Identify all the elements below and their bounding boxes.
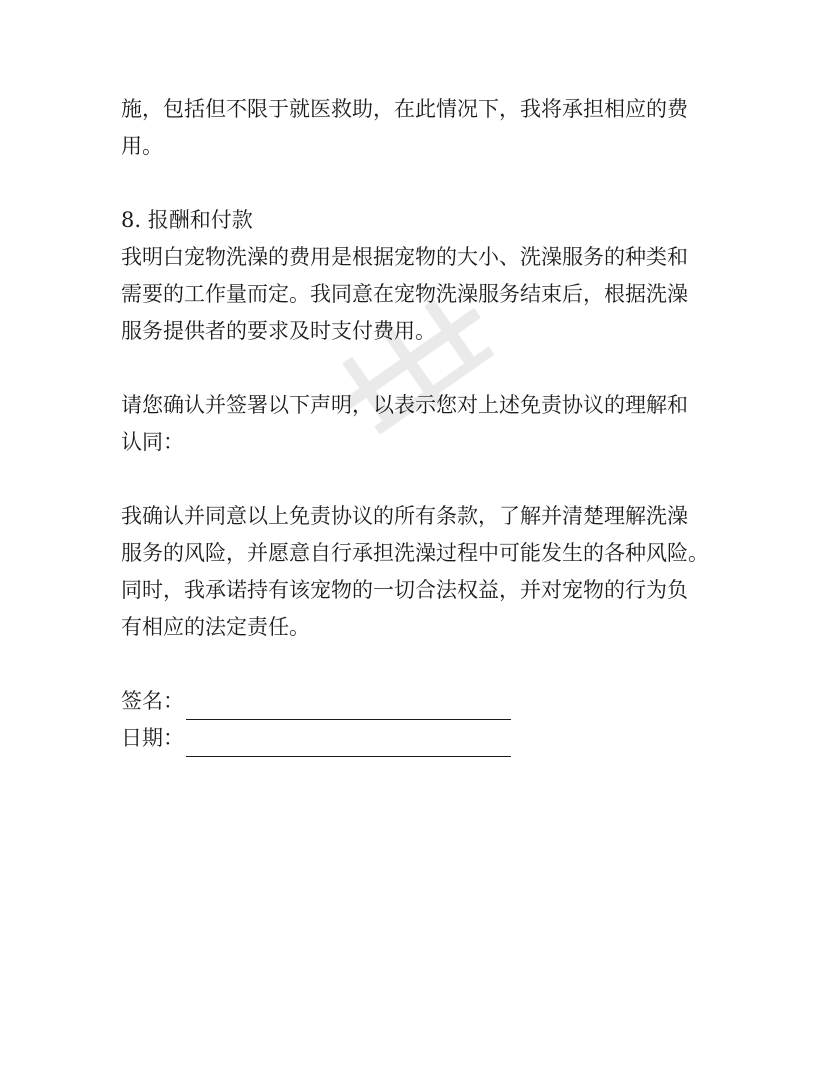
text-line: 施，包括但不限于就医救助，在此情况下，我将承担相应的费 (121, 97, 688, 121)
text-line: 有相应的法定责任。 (121, 615, 310, 639)
signature-block (121, 683, 721, 757)
section-heading: 8. 报酬和付款 (121, 208, 253, 232)
text-line: 需要的工作量而定。我同意在宠物洗澡服务结束后，根据洗澡 (121, 282, 688, 306)
signature-date-row (121, 720, 721, 757)
document-body (121, 91, 721, 757)
signature-name-label: 签名： (121, 689, 184, 713)
text-line: 认同： (121, 430, 184, 454)
paragraph-declaration (121, 498, 721, 646)
signature-name-row (121, 683, 721, 720)
text-line: 服务的风险，并愿意自行承担洗澡过程中可能发生的各种风险。 (121, 541, 709, 565)
signature-date-line (186, 729, 511, 757)
paragraph-confirm-request (121, 387, 721, 461)
section-payment (121, 202, 721, 350)
text-line: 服务提供者的要求及时支付费用。 (121, 319, 436, 343)
text-line: 用。 (121, 134, 163, 158)
signature-name-line (186, 692, 511, 720)
text-line: 请您确认并签署以下声明，以表示您对上述免责协议的理解和 (121, 393, 688, 417)
text-line: 我确认并同意以上免责协议的所有条款，了解并清楚理解洗澡 (121, 504, 688, 528)
text-line: 同时，我承诺持有该宠物的一切合法权益，并对宠物的行为负 (121, 578, 688, 602)
signature-date-label: 日期： (121, 726, 184, 750)
paragraph-continued-clause (121, 91, 721, 165)
text-line: 我明白宠物洗澡的费用是根据宠物的大小、洗澡服务的种类和 (121, 245, 688, 269)
